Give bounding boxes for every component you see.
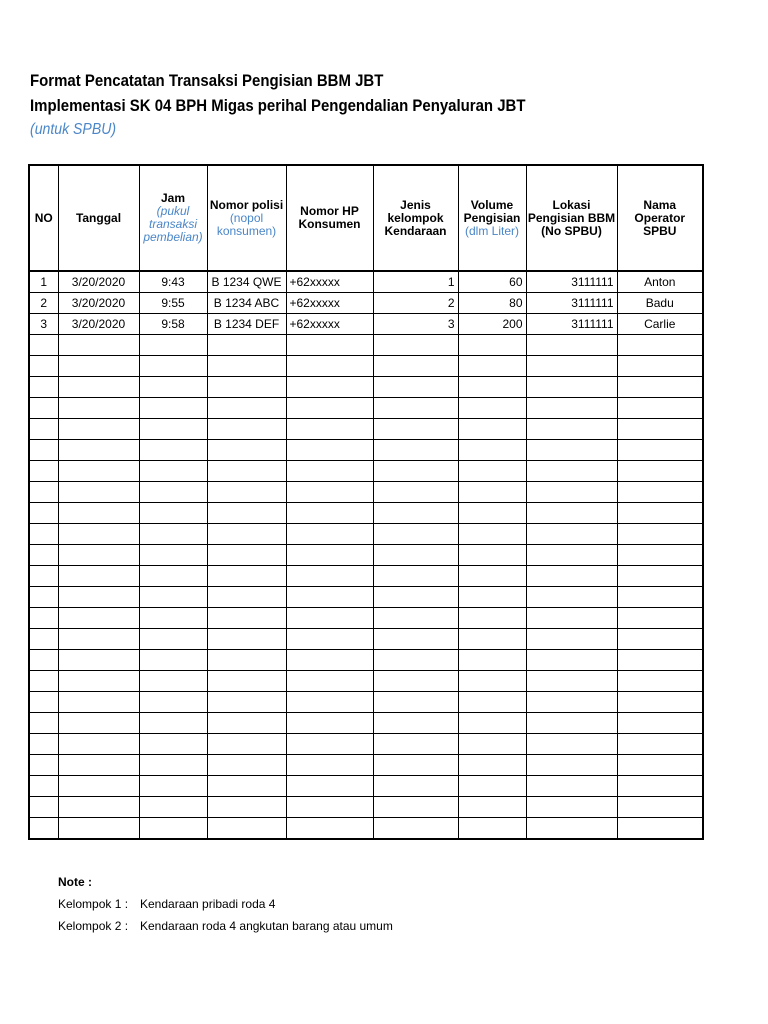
cell-jenis xyxy=(373,419,458,440)
header-tanggal: Tanggal xyxy=(58,165,139,271)
cell-lokasi xyxy=(526,776,617,797)
cell-jenis xyxy=(373,503,458,524)
cell-no xyxy=(29,818,58,840)
cell-jam xyxy=(139,776,207,797)
cell-no xyxy=(29,713,58,734)
cell-no xyxy=(29,629,58,650)
cell-operator xyxy=(617,440,703,461)
cell-jam xyxy=(139,629,207,650)
cell-lokasi xyxy=(526,440,617,461)
cell-jam xyxy=(139,713,207,734)
cell-no xyxy=(29,650,58,671)
empty-row xyxy=(29,755,703,776)
cell-lokasi xyxy=(526,545,617,566)
empty-row xyxy=(29,818,703,840)
cell-no xyxy=(29,545,58,566)
cell-nopol: B 1234 DEF xyxy=(207,314,286,335)
cell-hp xyxy=(286,713,373,734)
header-nopol-note: (nopol konsumen) xyxy=(216,210,277,238)
cell-jam xyxy=(139,377,207,398)
cell-jenis xyxy=(373,608,458,629)
cell-operator xyxy=(617,692,703,713)
cell-volume: 80 xyxy=(458,293,526,314)
cell-no: 1 xyxy=(29,271,58,293)
cell-volume xyxy=(458,461,526,482)
cell-no xyxy=(29,335,58,356)
cell-no xyxy=(29,482,58,503)
cell-lokasi xyxy=(526,335,617,356)
empty-row xyxy=(29,629,703,650)
cell-jenis xyxy=(373,440,458,461)
document-title: Format Pencatatan Transaksi Pengisian BBM JBT xyxy=(30,71,384,90)
cell-volume xyxy=(458,797,526,818)
cell-jam: 9:43 xyxy=(139,271,207,293)
cell-jam xyxy=(139,566,207,587)
cell-jam xyxy=(139,608,207,629)
table-row xyxy=(29,293,703,314)
empty-row xyxy=(29,482,703,503)
cell-volume xyxy=(458,692,526,713)
cell-volume xyxy=(458,419,526,440)
cell-hp xyxy=(286,755,373,776)
cell-nopol xyxy=(207,755,286,776)
cell-tanggal xyxy=(58,503,139,524)
cell-tanggal xyxy=(58,692,139,713)
cell-nopol xyxy=(207,629,286,650)
cell-jam: 9:58 xyxy=(139,314,207,335)
empty-row xyxy=(29,797,703,818)
cell-no xyxy=(29,755,58,776)
cell-jenis xyxy=(373,398,458,419)
cell-operator xyxy=(617,398,703,419)
header-nopol xyxy=(207,165,286,271)
cell-hp xyxy=(286,587,373,608)
cell-hp: +62xxxxx xyxy=(286,314,373,335)
cell-operator xyxy=(617,503,703,524)
cell-jenis xyxy=(373,692,458,713)
cell-lokasi xyxy=(526,629,617,650)
empty-row xyxy=(29,377,703,398)
cell-operator xyxy=(617,776,703,797)
cell-jenis: 2 xyxy=(373,293,458,314)
cell-no xyxy=(29,797,58,818)
cell-lokasi xyxy=(526,482,617,503)
cell-jam xyxy=(139,440,207,461)
cell-nopol xyxy=(207,797,286,818)
cell-jam xyxy=(139,671,207,692)
cell-jenis xyxy=(373,713,458,734)
cell-jenis xyxy=(373,545,458,566)
header-jenis: Jenis kelompok Kendaraan xyxy=(373,165,458,271)
cell-jenis xyxy=(373,650,458,671)
note-heading: Note : xyxy=(58,875,92,889)
cell-nopol: B 1234 QWE xyxy=(207,271,286,293)
cell-jenis xyxy=(373,587,458,608)
cell-nopol xyxy=(207,482,286,503)
cell-hp: +62xxxxx xyxy=(286,271,373,293)
cell-operator xyxy=(617,461,703,482)
cell-jam xyxy=(139,734,207,755)
header-volume xyxy=(458,165,526,271)
cell-nopol xyxy=(207,545,286,566)
cell-hp xyxy=(286,692,373,713)
cell-tanggal: 3/20/2020 xyxy=(58,314,139,335)
cell-hp xyxy=(286,545,373,566)
cell-lokasi: 3111111 xyxy=(526,271,617,293)
header-jam-label: Jam xyxy=(160,191,186,205)
cell-operator xyxy=(617,818,703,840)
cell-nopol xyxy=(207,461,286,482)
empty-row xyxy=(29,566,703,587)
cell-lokasi xyxy=(526,503,617,524)
cell-lokasi xyxy=(526,419,617,440)
empty-row xyxy=(29,587,703,608)
cell-tanggal xyxy=(58,818,139,840)
cell-jam xyxy=(139,398,207,419)
cell-lokasi xyxy=(526,797,617,818)
cell-jam xyxy=(139,419,207,440)
cell-nopol xyxy=(207,776,286,797)
cell-nopol xyxy=(207,566,286,587)
cell-lokasi xyxy=(526,608,617,629)
header-row xyxy=(29,165,703,271)
cell-tanggal xyxy=(58,440,139,461)
cell-hp xyxy=(286,419,373,440)
cell-operator xyxy=(617,587,703,608)
cell-nopol xyxy=(207,692,286,713)
cell-no xyxy=(29,356,58,377)
cell-operator xyxy=(617,335,703,356)
empty-row xyxy=(29,398,703,419)
cell-jam xyxy=(139,650,207,671)
empty-row xyxy=(29,734,703,755)
cell-jam xyxy=(139,356,207,377)
note-key: Kelompok 2 : xyxy=(58,919,129,933)
cell-tanggal xyxy=(58,608,139,629)
empty-row xyxy=(29,713,703,734)
cell-hp xyxy=(286,356,373,377)
cell-volume xyxy=(458,566,526,587)
cell-operator xyxy=(617,650,703,671)
cell-volume xyxy=(458,545,526,566)
empty-row xyxy=(29,503,703,524)
cell-lokasi xyxy=(526,755,617,776)
cell-jam xyxy=(139,503,207,524)
cell-jam: 9:55 xyxy=(139,293,207,314)
cell-operator xyxy=(617,566,703,587)
cell-no xyxy=(29,503,58,524)
cell-jenis xyxy=(373,356,458,377)
cell-operator: Anton xyxy=(617,271,703,293)
cell-jenis xyxy=(373,671,458,692)
cell-operator xyxy=(617,419,703,440)
cell-jenis xyxy=(373,461,458,482)
cell-volume xyxy=(458,440,526,461)
cell-volume xyxy=(458,776,526,797)
cell-operator xyxy=(617,755,703,776)
note-item xyxy=(58,897,275,911)
cell-lokasi: 3111111 xyxy=(526,293,617,314)
cell-operator: Badu xyxy=(617,293,703,314)
cell-tanggal xyxy=(58,755,139,776)
cell-hp xyxy=(286,524,373,545)
cell-jenis xyxy=(373,335,458,356)
cell-volume xyxy=(458,335,526,356)
cell-lokasi xyxy=(526,461,617,482)
cell-tanggal xyxy=(58,524,139,545)
header-volume-note: (dlm Liter) xyxy=(464,223,519,238)
cell-lokasi xyxy=(526,671,617,692)
cell-lokasi xyxy=(526,377,617,398)
cell-operator xyxy=(617,629,703,650)
cell-volume xyxy=(458,713,526,734)
header-volume-label: Volume Pengisian xyxy=(463,197,521,225)
cell-tanggal xyxy=(58,629,139,650)
cell-volume xyxy=(458,608,526,629)
cell-hp xyxy=(286,461,373,482)
cell-nopol xyxy=(207,713,286,734)
cell-no xyxy=(29,566,58,587)
cell-lokasi xyxy=(526,650,617,671)
cell-jenis xyxy=(373,734,458,755)
cell-nopol xyxy=(207,335,286,356)
cell-volume xyxy=(458,356,526,377)
cell-lokasi xyxy=(526,356,617,377)
cell-jam xyxy=(139,482,207,503)
cell-no xyxy=(29,461,58,482)
cell-jam xyxy=(139,755,207,776)
cell-volume xyxy=(458,377,526,398)
cell-operator xyxy=(617,356,703,377)
cell-tanggal xyxy=(58,335,139,356)
cell-hp xyxy=(286,377,373,398)
cell-hp xyxy=(286,650,373,671)
empty-row xyxy=(29,671,703,692)
cell-jenis xyxy=(373,377,458,398)
cell-nopol xyxy=(207,440,286,461)
empty-row xyxy=(29,524,703,545)
cell-jam xyxy=(139,461,207,482)
cell-jam xyxy=(139,818,207,840)
cell-operator xyxy=(617,713,703,734)
cell-lokasi xyxy=(526,398,617,419)
cell-jam xyxy=(139,587,207,608)
cell-operator xyxy=(617,797,703,818)
header-operator: Nama Operator SPBU xyxy=(617,165,703,271)
cell-volume xyxy=(458,818,526,840)
cell-volume xyxy=(458,650,526,671)
table-row xyxy=(29,314,703,335)
cell-no: 3 xyxy=(29,314,58,335)
note-value: Kendaraan pribadi roda 4 xyxy=(140,897,276,911)
cell-hp xyxy=(286,398,373,419)
cell-hp xyxy=(286,503,373,524)
cell-hp xyxy=(286,482,373,503)
cell-lokasi xyxy=(526,692,617,713)
empty-row xyxy=(29,440,703,461)
cell-tanggal xyxy=(58,713,139,734)
cell-nopol xyxy=(207,818,286,840)
cell-volume xyxy=(458,755,526,776)
cell-volume xyxy=(458,503,526,524)
cell-volume: 200 xyxy=(458,314,526,335)
cell-tanggal xyxy=(58,671,139,692)
transaction-table xyxy=(28,164,704,840)
cell-tanggal xyxy=(58,419,139,440)
cell-hp xyxy=(286,776,373,797)
cell-volume xyxy=(458,398,526,419)
empty-row xyxy=(29,419,703,440)
cell-tanggal xyxy=(58,461,139,482)
cell-nopol xyxy=(207,734,286,755)
cell-nopol xyxy=(207,587,286,608)
cell-tanggal: 3/20/2020 xyxy=(58,271,139,293)
empty-row xyxy=(29,356,703,377)
cell-tanggal xyxy=(58,566,139,587)
cell-no xyxy=(29,440,58,461)
header-nopol-label: Nomor polisi xyxy=(209,197,284,212)
cell-no xyxy=(29,776,58,797)
cell-nopol: B 1234 ABC xyxy=(207,293,286,314)
cell-jenis xyxy=(373,797,458,818)
cell-hp xyxy=(286,818,373,840)
cell-no: 2 xyxy=(29,293,58,314)
cell-lokasi xyxy=(526,587,617,608)
cell-jenis xyxy=(373,755,458,776)
empty-row xyxy=(29,608,703,629)
cell-no xyxy=(29,692,58,713)
cell-nopol xyxy=(207,356,286,377)
cell-lokasi xyxy=(526,734,617,755)
cell-no xyxy=(29,398,58,419)
empty-row xyxy=(29,692,703,713)
cell-tanggal xyxy=(58,650,139,671)
cell-volume xyxy=(458,734,526,755)
header-no: NO xyxy=(29,165,58,271)
note-item xyxy=(58,919,393,933)
header-jam xyxy=(139,165,207,271)
cell-jenis xyxy=(373,566,458,587)
cell-jenis xyxy=(373,482,458,503)
cell-hp xyxy=(286,671,373,692)
document-subtitle: Implementasi SK 04 BPH Migas perihal Pengendalian Penyaluran JBT xyxy=(30,96,526,115)
cell-nopol xyxy=(207,503,286,524)
cell-jenis: 3 xyxy=(373,314,458,335)
cell-volume xyxy=(458,629,526,650)
cell-jenis: 1 xyxy=(373,271,458,293)
cell-tanggal xyxy=(58,482,139,503)
cell-lokasi xyxy=(526,566,617,587)
table-body xyxy=(29,271,703,839)
cell-tanggal xyxy=(58,587,139,608)
header-hp: Nomor HP Konsumen xyxy=(286,165,373,271)
cell-tanggal xyxy=(58,377,139,398)
empty-row xyxy=(29,776,703,797)
cell-jenis xyxy=(373,818,458,840)
cell-nopol xyxy=(207,671,286,692)
table-row xyxy=(29,271,703,293)
cell-hp xyxy=(286,734,373,755)
cell-jenis xyxy=(373,776,458,797)
cell-nopol xyxy=(207,608,286,629)
cell-operator xyxy=(617,524,703,545)
cell-volume xyxy=(458,482,526,503)
cell-nopol xyxy=(207,377,286,398)
cell-jam xyxy=(139,797,207,818)
cell-tanggal xyxy=(58,734,139,755)
cell-nopol xyxy=(207,650,286,671)
cell-jam xyxy=(139,692,207,713)
cell-operator xyxy=(617,734,703,755)
cell-hp xyxy=(286,629,373,650)
cell-no xyxy=(29,734,58,755)
cell-volume xyxy=(458,587,526,608)
cell-no xyxy=(29,377,58,398)
empty-row xyxy=(29,461,703,482)
cell-hp xyxy=(286,566,373,587)
cell-no xyxy=(29,608,58,629)
cell-jenis xyxy=(373,629,458,650)
empty-row xyxy=(29,335,703,356)
cell-tanggal xyxy=(58,797,139,818)
note-value: Kendaraan roda 4 angkutan barang atau umum xyxy=(140,919,393,933)
cell-hp xyxy=(286,608,373,629)
cell-jenis xyxy=(373,524,458,545)
cell-no xyxy=(29,671,58,692)
cell-lokasi xyxy=(526,713,617,734)
header-jam-note: (pukul transaksi pembelian) xyxy=(143,204,203,244)
cell-lokasi: 3111111 xyxy=(526,314,617,335)
cell-operator xyxy=(617,482,703,503)
cell-lokasi xyxy=(526,524,617,545)
cell-hp xyxy=(286,440,373,461)
cell-nopol xyxy=(207,524,286,545)
cell-hp: +62xxxxx xyxy=(286,293,373,314)
cell-no xyxy=(29,524,58,545)
cell-operator xyxy=(617,377,703,398)
cell-no xyxy=(29,419,58,440)
cell-hp xyxy=(286,797,373,818)
note-key: Kelompok 1 : xyxy=(58,897,129,911)
cell-volume: 60 xyxy=(458,271,526,293)
cell-operator xyxy=(617,545,703,566)
cell-operator xyxy=(617,671,703,692)
cell-tanggal xyxy=(58,545,139,566)
cell-tanggal xyxy=(58,356,139,377)
cell-nopol xyxy=(207,398,286,419)
cell-tanggal xyxy=(58,776,139,797)
cell-tanggal: 3/20/2020 xyxy=(58,293,139,314)
empty-row xyxy=(29,545,703,566)
cell-hp xyxy=(286,335,373,356)
header-lokasi: Lokasi Pengisian BBM (No SPBU) xyxy=(526,165,617,271)
cell-jam xyxy=(139,335,207,356)
cell-operator: Carlie xyxy=(617,314,703,335)
empty-row xyxy=(29,650,703,671)
document-audience: (untuk SPBU) xyxy=(30,121,117,138)
cell-volume xyxy=(458,671,526,692)
cell-lokasi xyxy=(526,818,617,840)
cell-no xyxy=(29,587,58,608)
cell-tanggal xyxy=(58,398,139,419)
cell-jam xyxy=(139,545,207,566)
cell-jam xyxy=(139,524,207,545)
cell-nopol xyxy=(207,419,286,440)
cell-operator xyxy=(617,608,703,629)
cell-volume xyxy=(458,524,526,545)
